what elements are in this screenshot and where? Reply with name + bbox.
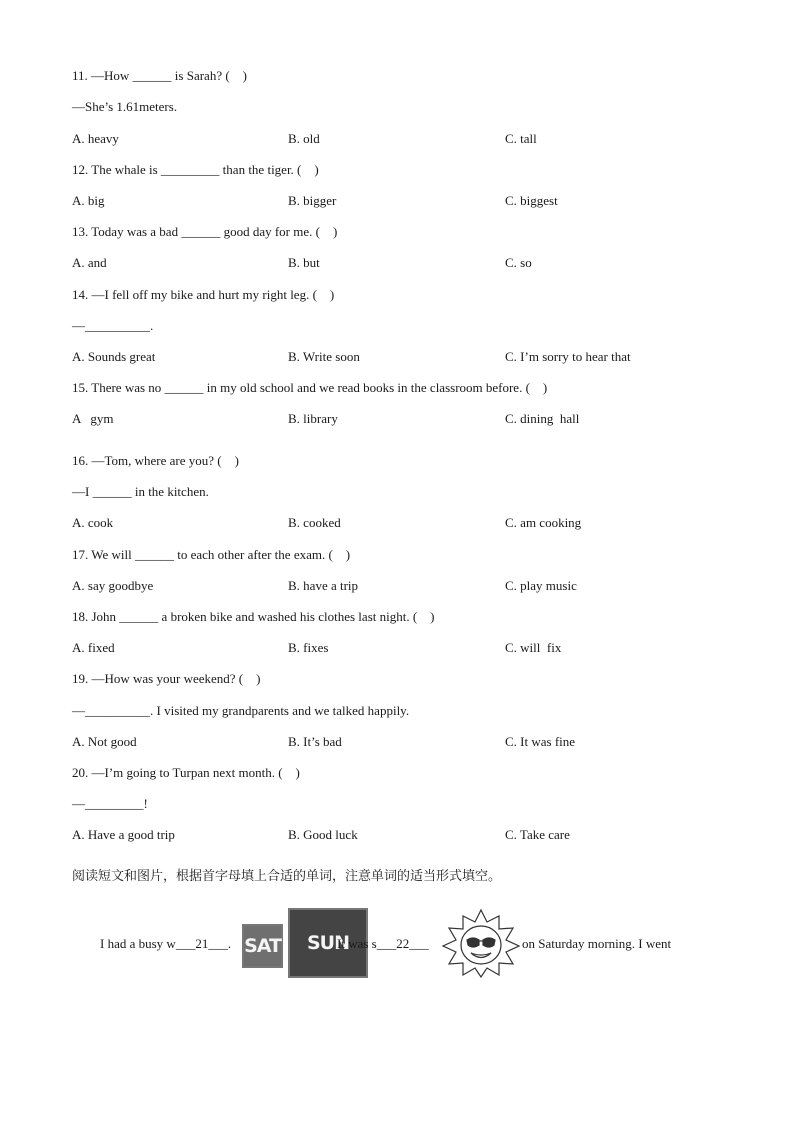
- reading-text-3: on Saturday morning. I went: [522, 936, 672, 951]
- option-15-a: A gym: [72, 411, 114, 426]
- question-13: 13. Today was a bad ______ good day for me. ( ): [72, 224, 338, 239]
- option-12-b: B. bigger: [288, 193, 337, 208]
- option-12-a: A. big: [72, 193, 105, 208]
- option-19-a: A. Not good: [72, 734, 137, 749]
- option-13-a: A. and: [72, 255, 107, 270]
- option-18-c: C. will fix: [505, 640, 562, 655]
- reading-text-2: It was s___22___: [337, 936, 429, 951]
- question-15: 15. There was no ______ in my old school and we read books in the classroom before. ( ): [72, 380, 548, 395]
- question-14-prompt: —__________.: [72, 318, 154, 333]
- question-12: 12. The whale is _________ than the tiger. ( ): [72, 162, 319, 177]
- option-12-c: C. biggest: [505, 193, 558, 208]
- option-16-c: C. am cooking: [505, 515, 582, 530]
- option-17-a: A. say goodbye: [72, 578, 154, 593]
- question-16: 16. —Tom, where are you? ( ): [72, 453, 239, 468]
- option-14-a: A. Sounds great: [72, 349, 156, 364]
- option-16-a: A. cook: [72, 515, 114, 530]
- saturday-badge: SAT: [242, 924, 283, 968]
- option-20-a: A. Have a good trip: [72, 827, 175, 842]
- question-20: 20. —I’m going to Turpan next month. ( ): [72, 765, 300, 780]
- option-13-b: B. but: [288, 255, 320, 270]
- option-19-c: C. It was fine: [505, 734, 576, 749]
- option-20-c: C. Take care: [505, 827, 570, 842]
- sunday-badge: SUN: [288, 908, 368, 978]
- question-18: 18. John ______ a broken bike and washed his clothes last night. ( ): [72, 609, 435, 624]
- reading-text-1: I had a busy w___21___.: [100, 936, 232, 951]
- sunny-sun-icon: [441, 908, 521, 978]
- question-14: 14. —I fell off my bike and hurt my right leg. ( ): [72, 287, 335, 302]
- option-18-a: A. fixed: [72, 640, 115, 655]
- question-20-prompt: —_________!: [72, 796, 148, 811]
- option-17-c: C. play music: [505, 578, 577, 593]
- option-19-b: B. It’s bad: [288, 734, 342, 749]
- question-17: 17. We will ______ to each other after the exam. ( ): [72, 547, 351, 562]
- question-16-prompt: —I ______ in the kitchen.: [72, 484, 209, 499]
- option-14-b: B. Write soon: [288, 349, 360, 364]
- option-20-b: B. Good luck: [288, 827, 358, 842]
- option-11-c: C. tall: [505, 131, 537, 146]
- option-14-c: C. I’m sorry to hear that: [505, 349, 631, 364]
- question-19-prompt: —__________. I visited my grandparents and we talked happily.: [72, 703, 410, 718]
- option-15-c: C. dining hall: [505, 411, 580, 426]
- option-18-b: B. fixes: [288, 640, 329, 655]
- option-17-b: B. have a trip: [288, 578, 359, 593]
- question-11-prompt: —She’s 1.61meters.: [72, 99, 178, 114]
- option-11-b: B. old: [288, 131, 320, 146]
- option-11-a: A. heavy: [72, 131, 119, 146]
- question-11: 11. —How ______ is Sarah? ( ): [72, 68, 247, 83]
- option-13-c: C. so: [505, 255, 532, 270]
- reading-instruction: 阅读短文和图片，根据首字母填上合适的单词，注意单词的适当形式填空。: [72, 869, 502, 884]
- option-16-b: B. cooked: [288, 515, 341, 530]
- question-19: 19. —How was your weekend? ( ): [72, 671, 261, 686]
- option-15-b: B. library: [288, 411, 338, 426]
